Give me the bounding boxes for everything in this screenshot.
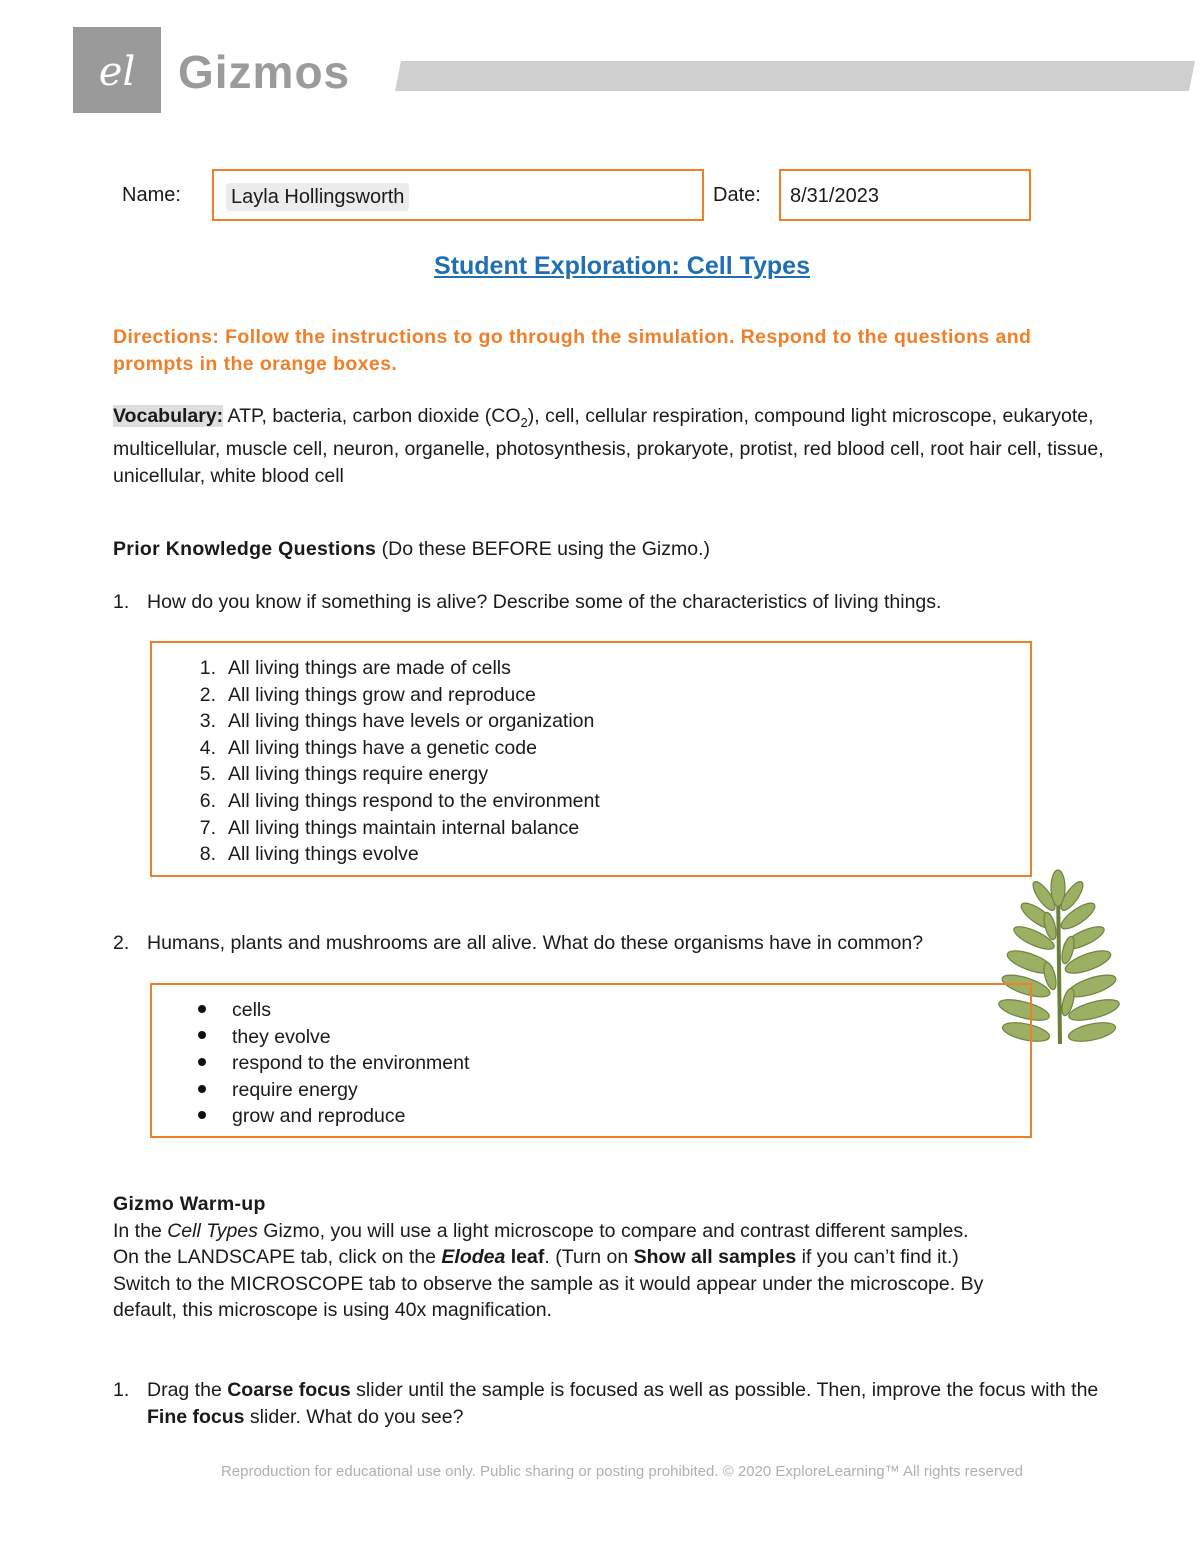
- answer-1-item: [182, 788, 600, 815]
- fine-focus-term: Fine focus: [147, 1406, 245, 1428]
- coarse-focus-term: Coarse focus: [227, 1379, 351, 1401]
- question-1-text: How do you know if something is alive? Describe some of the characteristics of living things.: [147, 591, 942, 613]
- page-title[interactable]: Student Exploration: Cell Types: [434, 252, 810, 280]
- warmup-text: In the: [113, 1219, 168, 1242]
- answer-2-list: [198, 997, 469, 1130]
- answer-2-item-text: cells: [232, 999, 272, 1021]
- answer-1-item: [182, 708, 600, 735]
- answer-1-item-number: 3.: [199, 710, 216, 733]
- answer-1-item-text: All living things require energy: [228, 763, 489, 786]
- directions-text: Directions: Follow the instructions to go through the simulation. Respond to the questions and prompts in the orange boxes.: [113, 326, 1032, 375]
- name-value: Layla Hollingsworth: [226, 183, 409, 211]
- answer-1-item: [182, 682, 600, 709]
- answer-1-item-text: All living things have a genetic code: [228, 736, 537, 759]
- bullet-icon: [198, 1111, 206, 1119]
- logo-mark-icon: [73, 27, 161, 113]
- header-decorative-bar: [395, 61, 1195, 91]
- question-1: [113, 589, 941, 616]
- question-2: [113, 930, 923, 957]
- bullet-icon: [198, 1031, 206, 1039]
- warmup-q1-part: Drag the: [147, 1379, 228, 1401]
- answer-1-item-text: All living things grow and reproduce: [228, 683, 536, 706]
- answer-1-item-text: All living things respond to the environment: [228, 789, 600, 812]
- date-value: 8/31/2023: [790, 185, 879, 207]
- name-field[interactable]: [212, 169, 704, 221]
- answer-1-item: [182, 815, 600, 842]
- warmup-paragraph: [113, 1218, 993, 1324]
- warmup-leaf: leaf: [505, 1246, 545, 1269]
- name-label: Name:: [122, 184, 181, 206]
- answer-1-item-number: 4.: [199, 736, 216, 759]
- answer-1-item-number: 1.: [199, 657, 216, 679]
- answer-box-2[interactable]: [150, 983, 1032, 1138]
- bullet-icon: [198, 1005, 206, 1013]
- warmup-elodea: Elodea: [441, 1246, 506, 1269]
- vocabulary-subscript: 2: [520, 414, 528, 430]
- prior-knowledge-heading: [113, 536, 710, 563]
- answer-2-item-text: they evolve: [232, 1025, 331, 1048]
- prior-knowledge-title: Prior Knowledge Questions: [113, 538, 377, 560]
- prior-knowledge-note: (Do these BEFORE using the Gizmo.): [376, 538, 710, 560]
- vocabulary-paragraph: [113, 403, 1133, 490]
- answer-box-1[interactable]: [150, 641, 1032, 877]
- warmup-text: if you can’t find it.) Switch to the MICROSCOPE tab to observe the sample as it would appear under the microscope. By default, this microscope is using 40x magnification.: [113, 1246, 984, 1322]
- explorelearning-logo: [73, 27, 161, 113]
- answer-1-item-number: 2.: [199, 683, 216, 706]
- warmup-gizmo-name: Cell Types: [167, 1219, 258, 1242]
- answer-2-item-text: grow and reproduce: [232, 1105, 406, 1128]
- answer-1-item: [182, 735, 600, 762]
- warmup-question-1-text: [147, 1377, 1133, 1431]
- answer-2-item: [198, 1024, 469, 1051]
- warmup-question-1-number: 1.: [113, 1379, 130, 1401]
- warmup-question-1: [113, 1377, 1133, 1431]
- answer-2-item: [198, 1077, 469, 1104]
- warmup-text: . (Turn on: [544, 1246, 634, 1269]
- answer-2-item: [198, 1050, 469, 1077]
- answer-2-item-text: respond to the environment: [232, 1052, 470, 1075]
- answer-1-item-text: All living things evolve: [228, 843, 419, 866]
- warmup-show-all-samples: Show all samples: [633, 1246, 797, 1269]
- bullet-icon: [198, 1085, 206, 1093]
- warmup-heading: Gizmo Warm-up: [113, 1193, 266, 1215]
- answer-1-item: [182, 841, 600, 868]
- answer-1-item: [182, 655, 600, 682]
- warmup-text: Gizmo, you will use a light microscope to compare and contrast different samples. On the LANDSCAPE tab, click on the: [113, 1219, 969, 1269]
- answer-1-item-number: 6.: [199, 789, 216, 812]
- answer-1-item-number: 5.: [199, 763, 216, 786]
- answer-1-item-text: All living things have levels or organization: [228, 710, 595, 733]
- answer-1-list: [182, 655, 600, 868]
- vocabulary-label: Vocabulary:: [113, 405, 224, 427]
- vocabulary-text-1: ATP, bacteria, carbon dioxide (CO: [223, 405, 521, 427]
- logo-glyph: el: [98, 49, 136, 95]
- date-label: Date:: [713, 184, 761, 206]
- answer-2-item-text: require energy: [232, 1078, 358, 1101]
- question-2-number: 2.: [113, 932, 130, 954]
- answer-2-item: [198, 1103, 469, 1130]
- warmup-q1-part: slider. What do you see?: [244, 1406, 464, 1428]
- warmup-section: [113, 1191, 993, 1324]
- date-field[interactable]: [779, 169, 1031, 221]
- answer-1-item-number: 7.: [199, 816, 216, 839]
- vocabulary-text-2: ), cell, cellular respiration, compound light microscope, eukaryote, multicellular, muscle cell, neuron, organelle, photosynthesis, prokaryote, protist, red blood cell, root hair cell, tissue, unicellular, white blood cell: [113, 405, 1104, 487]
- answer-1-item: [182, 761, 600, 788]
- question-1-number: 1.: [113, 591, 130, 613]
- answer-2-item: [198, 997, 469, 1024]
- answer-1-item-number: 8.: [199, 843, 216, 866]
- answer-1-item-text: All living things are made of cells: [228, 657, 511, 679]
- answer-1-item-text: All living things maintain internal balance: [228, 816, 580, 839]
- question-2-text: Humans, plants and mushrooms are all alive. What do these organisms have in common?: [147, 932, 924, 954]
- bullet-icon: [198, 1058, 206, 1066]
- footer-copyright: Reproduction for educational use only. Public sharing or posting prohibited. © 2020 ExploreLearning™ All rights reserved: [220, 1463, 1024, 1480]
- brand-name: Gizmos: [178, 46, 351, 98]
- warmup-q1-part: slider until the sample is focused as well as possible. Then, improve the focus with the: [350, 1379, 1099, 1401]
